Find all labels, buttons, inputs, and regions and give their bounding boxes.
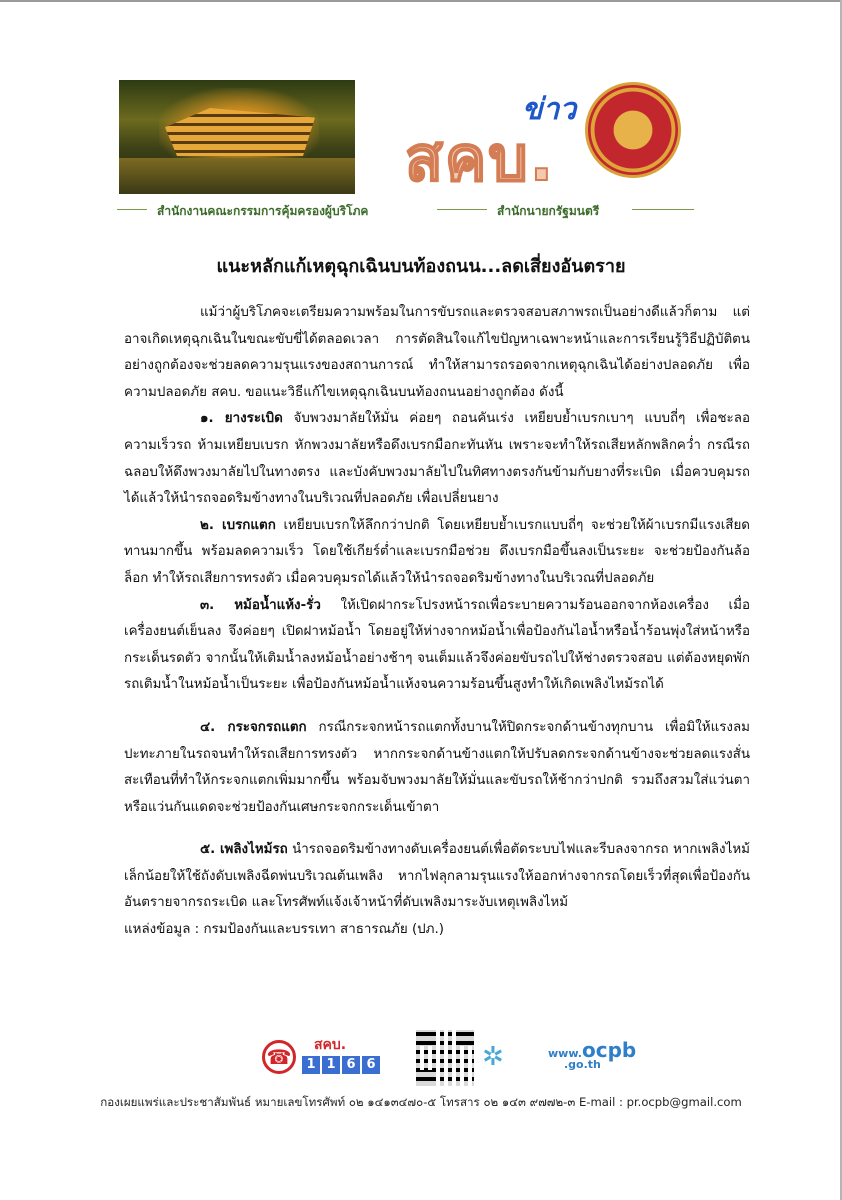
org-rule-right (632, 209, 694, 210)
item-lead: ๕. เพลิงไหม้รถ (200, 842, 288, 858)
hotline-digit: 1 (302, 1056, 320, 1074)
hotline-digit: 6 (362, 1056, 380, 1074)
org-rule-left (117, 209, 147, 210)
photo-water (119, 158, 355, 194)
item-paragraph (124, 513, 750, 593)
item-lead: ๑. ยางระเบิด (200, 411, 283, 427)
org-right-label: สำนักนายกรัฐมนตรี (497, 204, 600, 218)
item-paragraph (124, 406, 750, 512)
hotline-brand: สคบ. (314, 1037, 347, 1053)
item-text: นำรถจอดริมข้างทางดับเครื่องยนต์เพื่อตัดระบบไฟและรีบลงจากรถ หากเพลิงไหม้เล็กน้อยให้ใช้ถังดับเพลิงฉีดพ่นบริเวณต้นเพลิง หากไฟลุกลามรุนแรงให้ออกห่างจากรถโดยเร็วที่สุดเพื่อป้องกันอันตรายจากรถระเบิด และโทรศัพท์แจ้งเจ้าหน้าที่ดับเพลิงมาระงับเหตุเพลิงไหม้ (124, 842, 750, 911)
intro-paragraph: แม้ว่าผู้บริโภคจะเตรียมความพร้อมในการขับรถและตรวจสอบสภาพรถเป็นอย่างดีแล้วก็ตาม แต่อาจเกิดเหตุฉุกเฉินในขณะขับขี่ได้ตลอดเวลา การตัดสินใจแก้ไขปัญหาเฉพาะหน้าและการเรียนรู้วิธีปฏิบัติตนอย่างถูกต้องจะช่วยลดความรุนแรงของสถานการณ์ ทำให้สามารถรอดจากเหตุฉุกเฉินได้อย่างปลอดภัย เพื่อความปลอดภัย สคบ. ขอแนะวิธีแก้ไขเหตุฉุกเฉินบนท้องถนนอย่างถูกต้อง ดังนี้ (124, 305, 750, 400)
organization-line (117, 202, 697, 218)
item-lead: ๔. กระจกรถแตก (200, 719, 307, 735)
qr-code-icon (416, 1030, 474, 1086)
hotline-digit: 1 (322, 1056, 340, 1074)
building-photo (119, 80, 355, 194)
item-paragraph (124, 715, 750, 821)
item-text: ให้เปิดฝากระโปรงหน้ารถเพื่อระบายความร้อนออกจากห้องเครื่อง เมื่อเครื่องยนต์เย็นลง จึงค่อยๆ เปิดฝาหม้อน้ำ โดยอยู่ให้ห่างจากหม้อน้ำเพื่อป้องกันไอน้ำหรือน้ำร้อนพุ่งใส่หน้าหรือกระเด็นรดตัว จากนั้นให้เติมน้ำลงหม้อน้ำอย่างช้าๆ จนเต็มแล้วจึงค่อยขับรถไปให้ช่างตรวจสอบ แต่ต้องหยุดพักรถเติมน้ำในหม้อน้ำเป็นระยะ เพื่อป้องกันหม้อน้ำแห้งจนความร้อนขึ้นสูงทำให้เกิดเพลิงไหม้รถได้ (124, 597, 750, 693)
page-top-edge (0, 0, 842, 2)
item-text: เหยียบเบรกให้ลึกกว่าปกติ โดยเหยียบย้ำเบรกแบบถี่ๆ จะช่วยให้ผ้าเบรกมีแรงเสียดทานมากขึ้น พร้อมลดความเร็ว โดยใช้เกียร์ต่ำและเบรกมือช่วย ดึงเบรกมือขึ้นลงเป็นระยะ จะช่วยป้องกันล้อล็อก ทำให้รถเสียการทรงตัว เมื่อควบคุมรถได้แล้วให้นำรถจอดริมข้างทางในบริเวณที่ปลอดภัย (124, 517, 751, 586)
item-lead: ๒. เบรกแตก (200, 517, 276, 533)
item-text: กรณีกระจกหน้ารถแตกทั้งบานให้ปิดกระจกด้านข้างทุกบาน เพื่อมิให้แรงลมปะทะภายในรถจนทำให้รถเสียการทรงตัว หากกระจกด้านข้างแตกให้ปรับลดกระจกด้านข้างจะช่วยลดแรงสั่นสะเทือนที่ทำให้กระจกแตกเพิ่มมากขึ้น พร้อมจับพวงมาลัยให้มั่นและขับรถให้ช้ากว่าปกติ รวมถึงสวมใส่แว่นตาหรือแว่นกันแดดจะช่วยป้องกันเศษกระจกกระเด็นเข้าตา (124, 719, 750, 815)
network-icon: ✲ (482, 1042, 504, 1072)
hotline-number (302, 1056, 380, 1074)
contact-line: กองเผยแพร่และประชาสัมพันธ์ หมายเลขโทรศัพท์ ๐๒ ๑๔๑๓๔๗๐-๕ โทรสาร ๐๒ ๑๔๓ ๙๗๗๒-๓ E-mail : pr.ocpb@gmail.com (100, 1095, 742, 1109)
document-body (124, 300, 750, 944)
phone-icon: ☎ (262, 1040, 296, 1074)
source-line: แหล่งข้อมูล : กรมป้องกันและบรรเทา สาธารณภัย (ปภ.) (124, 922, 444, 938)
logo-news-text: ข่าว (522, 92, 577, 127)
hotline-digit: 6 (342, 1056, 360, 1074)
website-prefix: www. (548, 1047, 582, 1060)
government-seal-icon (585, 82, 681, 178)
item-paragraph (124, 593, 750, 699)
item-lead: ๓. หม้อน้ำแห้ง-รั่ว (200, 597, 321, 613)
website-suffix: .go.th (564, 1058, 601, 1071)
document-title: แนะหลักแก้เหตุฉุกเฉินบนท้องถนน...ลดเสี่ยงอันตราย (216, 256, 626, 277)
website-logo[interactable] (548, 1038, 636, 1071)
header-banner (117, 68, 697, 218)
ocpb-logo-text: สคบ. (405, 122, 556, 195)
item-paragraph (124, 837, 750, 917)
item-text: จับพวงมาลัยให้มั่น ค่อยๆ ถอนคันเร่ง เหยียบย้ำเบรกเบาๆ แบบถี่ๆ เพื่อชะลอความเร็วรถ ห้ามเหยียบเบรก หักพวงมาลัยหรือดึงเบรกมือกะทันหัน เพราะจะทำให้รถเสียหลักพลิกคว่ำ กรณีรถฉลอบให้ดึงพวงมาลัยไปในทางตรง และบังคับพวงมาลัยไปในทิศทางตรงกันข้ามกับยางที่ระเบิด เมื่อควบคุมรถได้แล้วให้นำรถจอดริมข้างทางในบริเวณที่ปลอดภัย เพื่อเปลี่ยนยาง (124, 411, 750, 507)
footer-logos (262, 1030, 642, 1086)
org-left-label: สำนักงานคณะกรรมการคุ้มครองผู้บริโภค (157, 204, 369, 218)
hotline-logo (262, 1034, 382, 1080)
org-rule-mid (437, 209, 487, 210)
website-main: ocpb (581, 1038, 637, 1062)
